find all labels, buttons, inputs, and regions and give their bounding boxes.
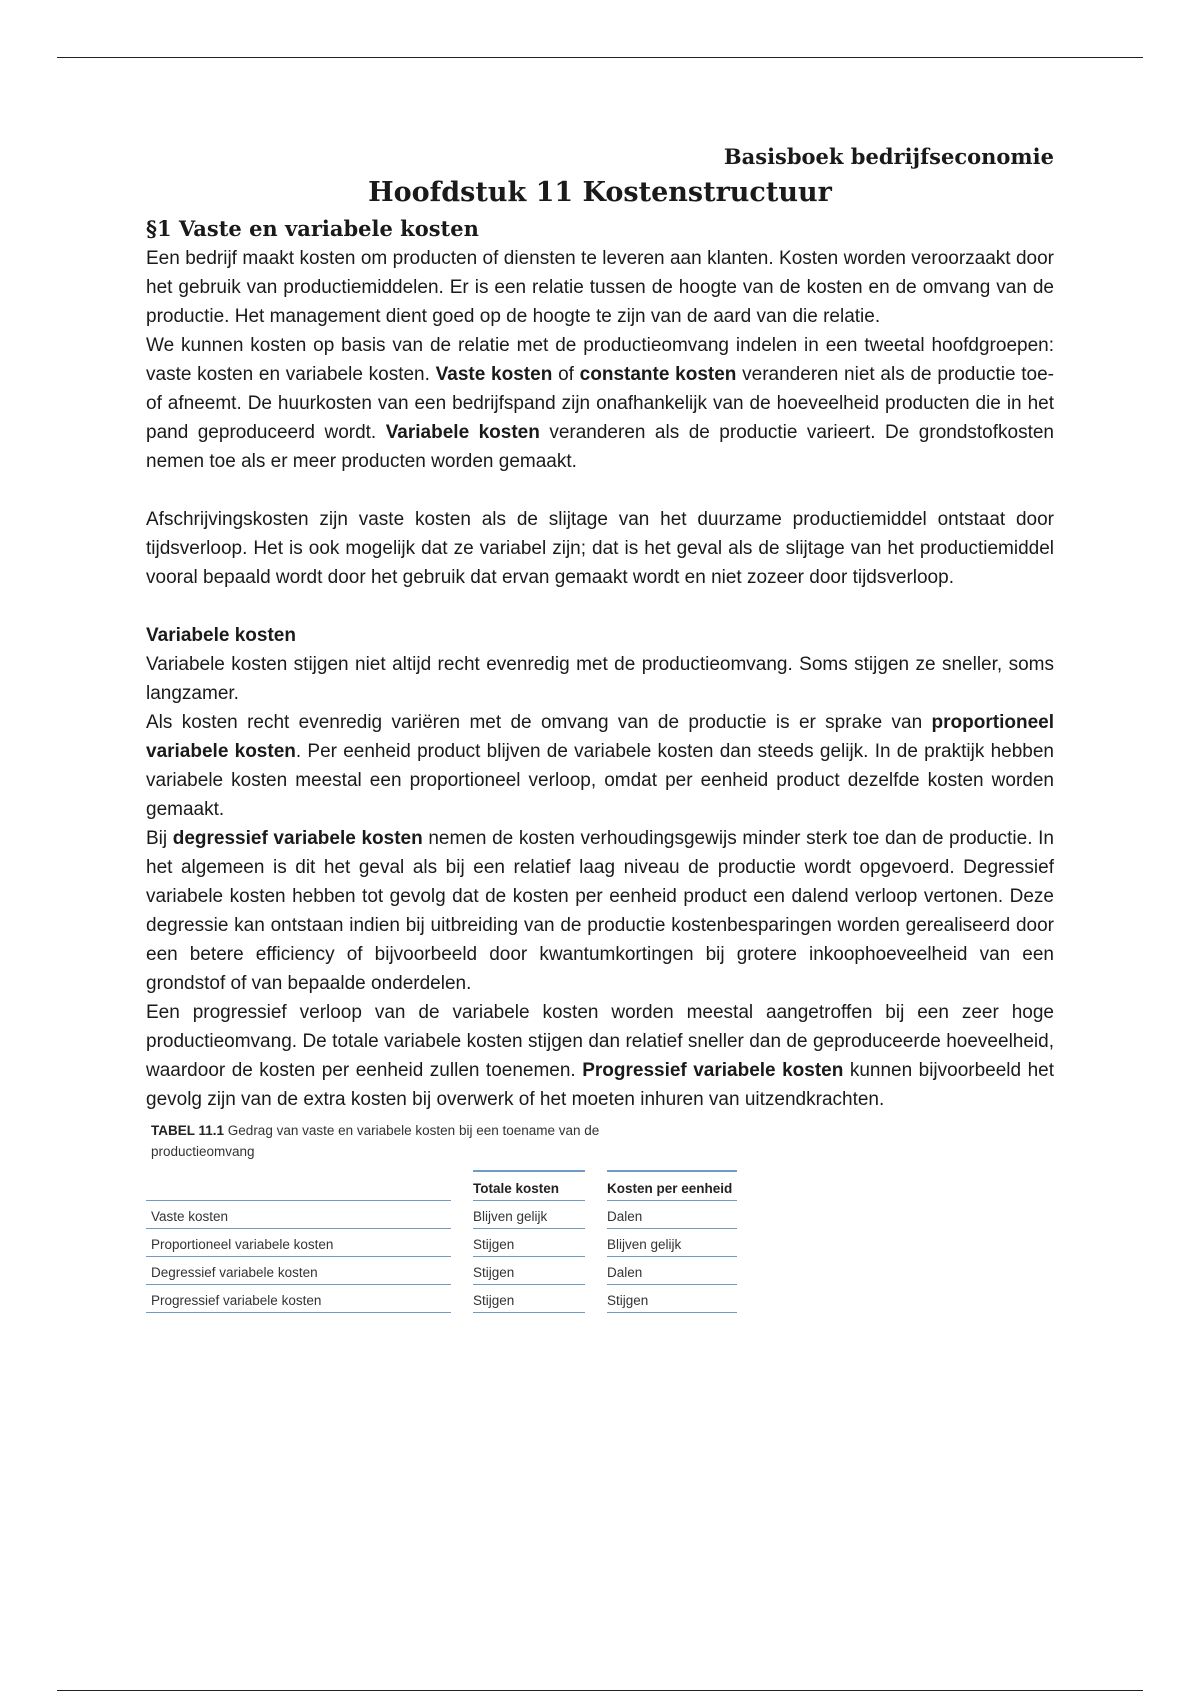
text: Een progressief verloop van de variabele kosten worden meestal aangetroffen bij een zeer hoge productieomvang. De totale variabele kosten stijgen dan relatief sneller dan de geproduceerde hoeveelheid, waardoor de kosten per eenheid zullen toenemen.	[146, 1002, 1054, 1081]
subheading-variabele-kosten: Variabele kosten	[146, 625, 296, 646]
table-cell	[146, 1285, 451, 1313]
bottom-rule	[57, 1690, 1143, 1691]
cell-text: Stijgen	[473, 1237, 515, 1252]
cell-text: Dalen	[607, 1265, 643, 1280]
table-label: TABEL 11.1	[151, 1123, 225, 1138]
table-row	[146, 1257, 737, 1285]
table	[146, 1170, 737, 1313]
term-progressief: Progressief variabele kosten	[582, 1060, 844, 1081]
table-cell	[607, 1285, 737, 1313]
paragraph-afschrijving: Afschrijvingskosten zijn vaste kosten als de slijtage van het duurzame productiemiddel ontstaat door tijdsverloop. Het is ook mogelijk dat ze variabel zijn; dat is het geval als de slijtage van het productiemiddel vooral bepaald wordt door het gebruik dat ervan gemaakt wordt en niet zozeer door tijdsverloop.	[146, 509, 1054, 588]
table-caption-text: Gedrag van vaste en variabele kosten bij een toename van de productieomvang	[151, 1123, 600, 1159]
cell-text: Stijgen	[607, 1293, 649, 1308]
page-content	[146, 140, 1054, 1313]
table-cell	[473, 1257, 585, 1285]
chapter-title: Hoofdstuk 11 Kostenstructuur	[368, 177, 832, 208]
cell-text: Degressief variabele kosten	[151, 1265, 318, 1280]
table-row	[146, 1201, 737, 1229]
table-header-row	[146, 1170, 737, 1201]
table-header-kosten-per-eenheid	[607, 1170, 737, 1201]
header-text: Totale kosten	[473, 1181, 560, 1196]
cell-text: Stijgen	[473, 1293, 515, 1308]
cell-text: Dalen	[607, 1209, 643, 1224]
table-cell	[146, 1257, 451, 1285]
table-cell	[473, 1201, 585, 1229]
text: . Per eenheid product blijven de variabele kosten dan steeds gelijk. In de praktijk hebben variabele kosten meestal een proportioneel verloop, omdat per eenheid product dezelfde kosten worden gemaakt.	[146, 741, 1054, 820]
table-cell	[473, 1229, 585, 1257]
paragraph-intro: Een bedrijf maakt kosten om producten of diensten te leveren aan klanten. Kosten worden veroorzaakt door het gebruik van productiemiddelen. Er is een relatie tussen de hoogte van de kosten en de omvang van de productie. Het management dient goed op de hoogte te zijn van de aard van die relatie.	[146, 248, 1054, 327]
paragraph-degressief	[146, 824, 1054, 998]
top-rule	[57, 57, 1143, 58]
paragraph-hoofdgroepen	[146, 331, 1054, 476]
term-variabele-kosten: Variabele kosten	[385, 422, 540, 443]
cell-text: Blijven gelijk	[607, 1237, 682, 1252]
cell-text: Proportioneel variabele kosten	[151, 1237, 334, 1252]
paragraph-progressief	[146, 998, 1054, 1114]
text: of	[552, 364, 580, 385]
table-cell	[607, 1257, 737, 1285]
book-title: Basisboek bedrijfseconomie	[723, 144, 1054, 169]
table-cell	[146, 1201, 451, 1229]
table-cell	[146, 1229, 451, 1257]
cell-text: Stijgen	[473, 1265, 515, 1280]
term-proportioneel: proportioneel variabele kosten	[146, 712, 1054, 762]
cost-behavior-table	[146, 1120, 746, 1313]
table-cell	[607, 1201, 737, 1229]
header-text: Kosten per eenheid	[607, 1181, 733, 1196]
text: kunnen bijvoorbeeld het gevolg zijn van de extra kosten bij overwerk of het moeten inhuren van uitzendkrachten.	[146, 1060, 1054, 1110]
term-vaste-kosten: Vaste kosten	[435, 364, 553, 385]
cell-text: Blijven gelijk	[473, 1209, 548, 1224]
term-degressief: degressief variabele kosten	[172, 828, 423, 849]
table-row	[146, 1229, 737, 1257]
section-title: §1 Vaste en variabele kosten	[146, 216, 479, 241]
text: We kunnen kosten op basis van de relatie met de productieomvang indelen in een tweetal hoofdgroepen: vaste kosten en variabele kosten.	[146, 335, 1054, 385]
text: veranderen niet als de productie toe- of afneemt. De huurkosten van een bedrijfspand zijn onafhankelijk van de hoeveelheid producten die in het pand geproduceerd wordt.	[146, 364, 1054, 443]
cell-text: Vaste kosten	[151, 1209, 229, 1224]
table-cell	[607, 1229, 737, 1257]
text: Als kosten recht evenredig variëren met de omvang van de productie is er sprake van	[146, 712, 932, 733]
paragraph-evenredig: Variabele kosten stijgen niet altijd recht evenredig met de productieomvang. Soms stijgen ze sneller, soms langzamer.	[146, 654, 1054, 704]
text: veranderen als de productie varieert. De grondstofkosten nemen toe als er meer producten worden gemaakt.	[146, 422, 1054, 472]
text: nemen de kosten verhoudingsgewijs minder sterk toe dan de productie. In het algemeen is dit het geval als bij een relatief laag niveau de productie wordt opgevoerd. Degressief variabele kosten hebben tot gevolg dat de kosten per eenheid product een dalend verloop vertonen. Deze degressie kan ontstaan indien bij uitbreiding van de productie kostenbesparingen worden gerealiseerd door een betere efficiency of bijvoorbeeld door kwantumkortingen bij grotere inkoophoeveelheid van een grondstof of van bepaalde onderdelen.	[146, 828, 1054, 994]
table-header-empty	[146, 1170, 451, 1201]
table-row	[146, 1285, 737, 1313]
table-cell	[473, 1285, 585, 1313]
paragraph-proportioneel	[146, 708, 1054, 824]
term-constante-kosten: constante kosten	[579, 364, 737, 385]
table-header-totale-kosten	[473, 1170, 585, 1201]
table-caption	[151, 1120, 671, 1162]
cell-text: Progressief variabele kosten	[151, 1293, 322, 1308]
text: Bij	[146, 828, 173, 849]
